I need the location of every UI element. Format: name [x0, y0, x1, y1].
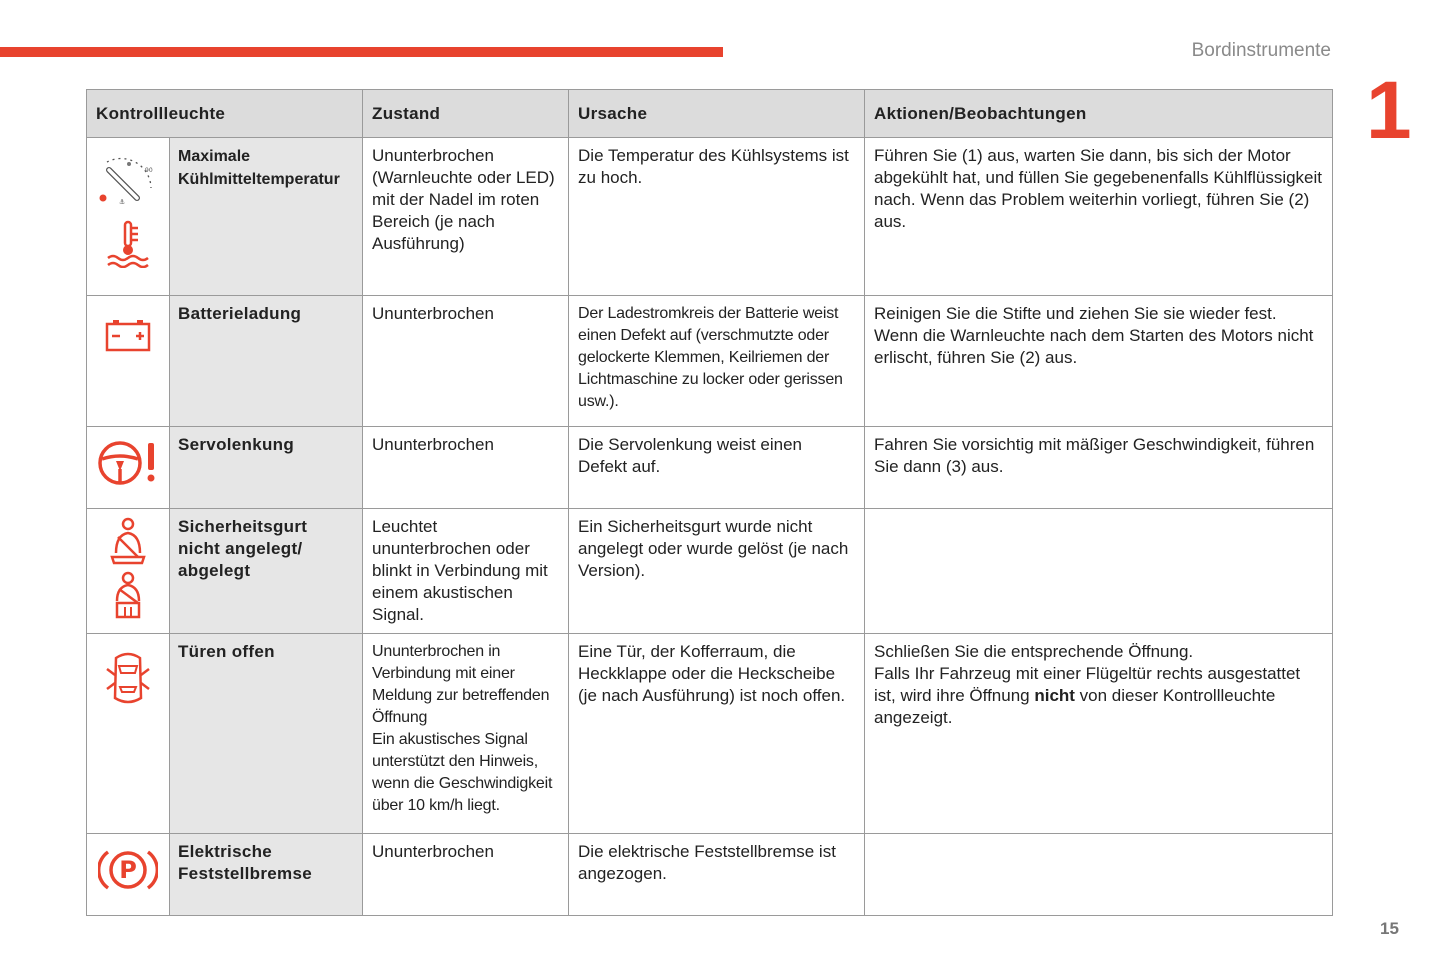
parking-brake-icon: [98, 846, 158, 894]
cause-cell: Der Ladestromkreis der Batterie weist einen Defekt auf (verschmutzte oder gelockerte Klemmen, Keilriemen der Lichtmaschine zu locker oder gerissen usw.).: [569, 296, 865, 427]
table-row: [87, 509, 1333, 634]
page-number: 15: [1380, 919, 1399, 938]
action-cell: Fahren Sie vorsichtig mit mäßiger Geschwindigkeit, führen Sie dann (3) aus.: [865, 427, 1333, 509]
action-cell: Führen Sie (1) aus, warten Sie dann, bis sich der Motor abgekühlt hat, und füllen Sie gegebenenfalls Kühlflüssigkeit nach. Wenn das Problem weiterhin vorliegt, führen Sie (2) aus.: [865, 138, 1333, 296]
state-cell: Ununterbrochen: [363, 834, 569, 916]
header-aktionen: Aktionen/Beobachtungen: [865, 90, 1333, 138]
svg-text:P: P: [119, 856, 137, 884]
state-cell: Ununterbrochen: [363, 427, 569, 509]
cause-cell: Ein Sicherheitsgurt wurde nicht angelegt oder wurde gelöst (je nach Version).: [569, 509, 865, 634]
warning-name: [170, 138, 363, 296]
table-row: [87, 634, 1333, 834]
seatbelt-icon: [108, 517, 148, 565]
warning-name: Sicherheitsgurt nicht angelegt/ abgelegt: [170, 509, 363, 634]
icon-cell: [87, 634, 170, 834]
state-cell: Ununterbrochen in Verbindung mit einer Meldung zur betreffenden Öffnung Ein akustisches Signal unterstützt den Hinweis, wenn die Geschwindigkeit über 10 km/h liegt.: [363, 634, 569, 834]
warning-name: Türen offen: [170, 634, 363, 834]
icon-cell: [87, 138, 170, 296]
cause-cell: Die Servolenkung weist einen Defekt auf.: [569, 427, 865, 509]
chapter-number: 1: [1366, 65, 1412, 156]
warning-name: Servolenkung: [170, 427, 363, 509]
icon-cell: [87, 834, 170, 916]
header-kontrollleuchte: Kontrollleuchte: [87, 90, 363, 138]
table-row: [87, 834, 1333, 916]
action-cell: [865, 509, 1333, 634]
action-cell: Reinigen Sie die Stifte und ziehen Sie sie wieder fest. Wenn die Warnleuchte nach dem Starten des Motors nicht erlischt, führen Sie (2) aus.: [865, 296, 1333, 427]
action-emphasis: nicht: [1034, 686, 1075, 705]
coolant-gauge-icon: [93, 148, 163, 210]
svg-text:⚓: ⚓: [119, 198, 126, 206]
door-open-icon: [105, 650, 151, 708]
table-row: [87, 138, 1333, 296]
cause-cell: Eine Tür, der Kofferraum, die Heckklappe oder die Heckscheibe (je nach Ausführung) ist noch offen.: [569, 634, 865, 834]
action-cell: [865, 834, 1333, 916]
icon-cell: [87, 427, 170, 509]
section-title: Bordinstrumente: [1191, 40, 1331, 61]
header-ursache: Ursache: [569, 90, 865, 138]
icon-cell: [87, 509, 170, 634]
header-zustand: Zustand: [363, 90, 569, 138]
table-row: [87, 296, 1333, 427]
action-text-end: von dieser Kontrollleuchte angezeigt.: [874, 686, 1276, 727]
header-accent-bar: [0, 47, 723, 57]
state-cell: Ununterbrochen (Warnleuchte oder LED) mit der Nadel im roten Bereich (je nach Ausführung): [363, 138, 569, 296]
warning-name: Batterieladung: [170, 296, 363, 427]
coolant-temperature-icon: [105, 220, 151, 268]
cause-cell: Die Temperatur des Kühlsystems ist zu hoch.: [569, 138, 865, 296]
warning-name: Elektrische Feststellbremse: [170, 834, 363, 916]
icon-cell: [87, 296, 170, 427]
cause-cell: Die elektrische Feststellbremse ist angezogen.: [569, 834, 865, 916]
svg-text:90: 90: [145, 167, 153, 174]
action-cell: [865, 634, 1333, 834]
power-steering-icon: [96, 439, 160, 485]
seatbelt-rear-icon: [111, 571, 145, 619]
state-cell: Leuchtet ununterbrochen oder blinkt in Verbindung mit einem akustischen Signal.: [363, 509, 569, 634]
state-cell: Ununterbrochen: [363, 296, 569, 427]
warning-name-text: Maximale Kühlmitteltemperatur: [178, 148, 340, 188]
table-row: [87, 427, 1333, 509]
action-text: Schließen Sie die entsprechende Öffnung. Falls Ihr Fahrzeug mit einer Flügeltür rechts ausgestattet ist, wird ihre Öffnung: [874, 642, 1301, 705]
table-header-row: [87, 90, 1333, 138]
battery-icon: [105, 318, 151, 352]
warning-lights-table: [86, 89, 1333, 916]
